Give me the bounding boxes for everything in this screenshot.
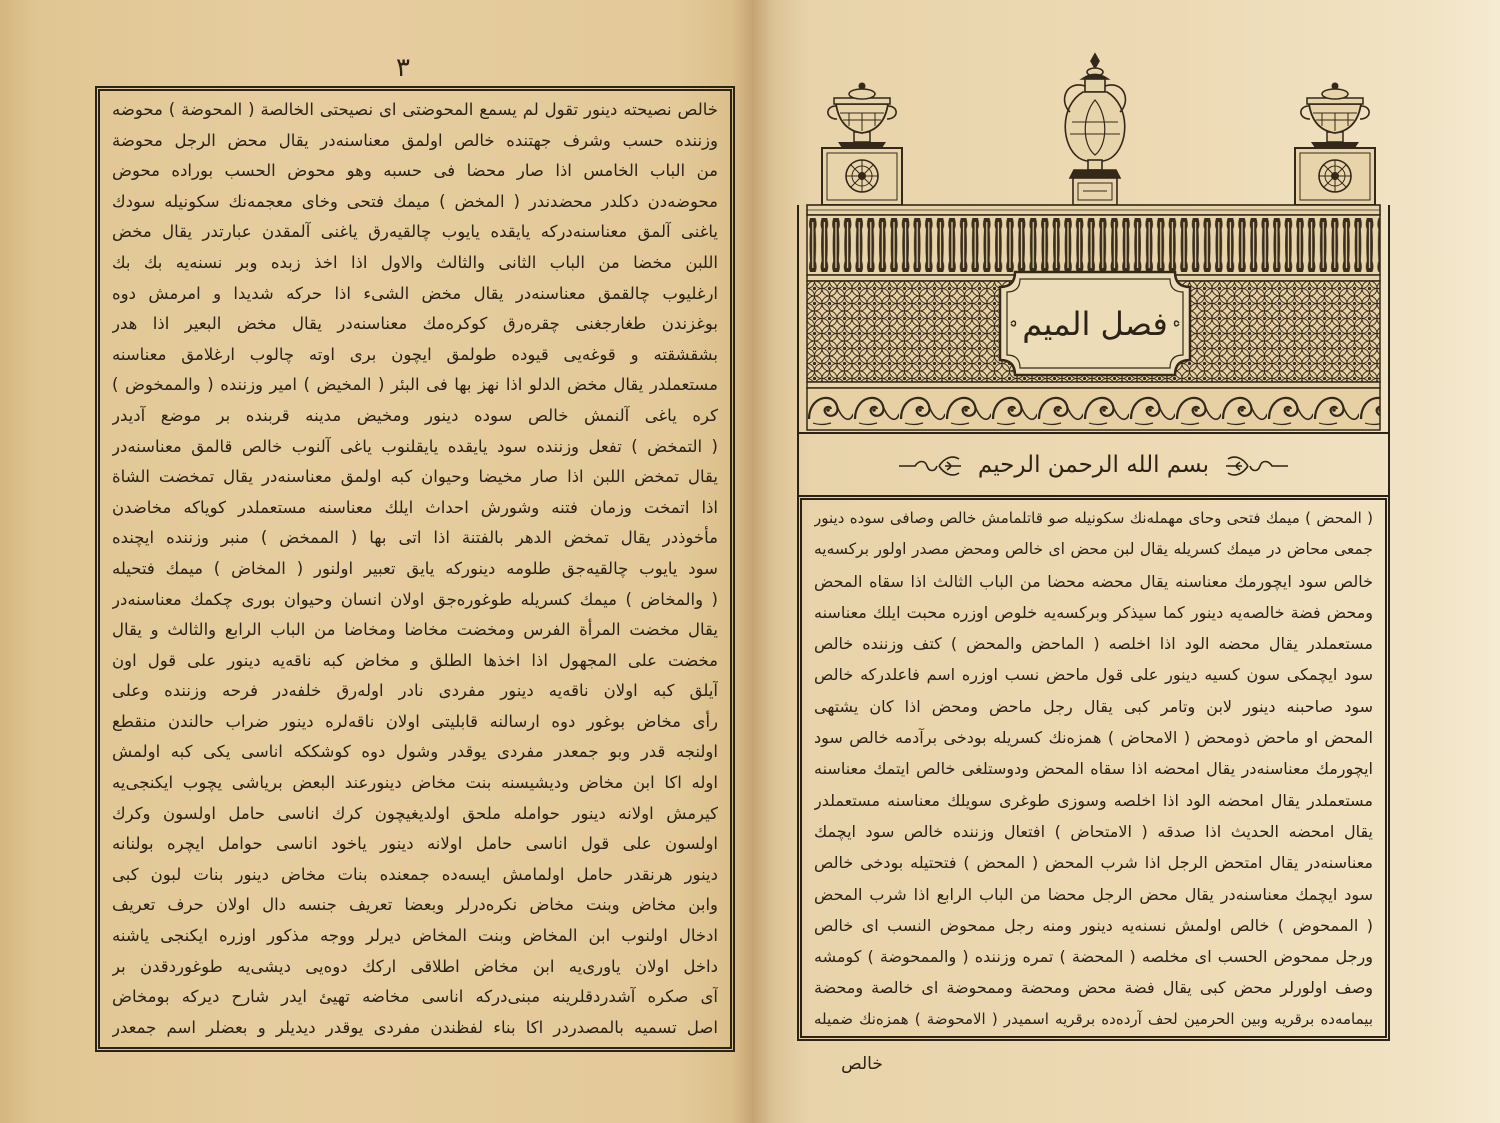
text-line: خالص نصیحته دینور تقول لم یسمع المحوضتی ای نصیحتی الخالصة ( المحوضة ) محوضه [112,100,718,119]
text-line: اذا اتمخت وزمان فتنه وشورش احداث ایلك معناسنه مستعملدر کویاکه مخاضدن [112,497,718,517]
text-line: دینور هرنقدر حامل اولمامش ایسه‌ده جمعنده بنات مخاض دینور بنات لبون کبی [112,864,718,884]
text-line: خالص سود ایچورمك معناسنه یقال محضه محضا من الباب الثالث اذا سقاه المحض [814,571,1373,591]
text-line: ارغلیوب چالقمق معناسنه‌در یقال مخض الشیء اذا حرکه شدیدا و امرمش دوه [112,283,718,303]
text-line: محوضه‌دن دکلدر محضدندر ( المخض ) میمك فتحی وخای معجمه‌نك سکونیله سودك [112,191,718,211]
text-line: سود صاحبنه دینور لابن وتامر کبی یقال رجل ماحض ومحض اذا کان یشتهی [814,696,1373,716]
balustrade-band [807,215,1380,275]
text-line: یقال امحضه الحدیث اذا صدقه ( الامتحاض ) افتعال وزننده خالص سود ایچمك [814,821,1373,841]
chapter-header-ornament [797,50,1390,435]
text-line: وابن مخاض وبنت مخاض نکره‌درلر وبعضا تعریف جنسه دال اولان حرف تعریف [112,895,718,915]
page-number: ٣ [396,53,410,83]
text-line: سود ایچمکی سون کسیه دینور علی قول ماحض نسب اوزره اسم فاعلدرکه خالص [814,665,1373,685]
text-line: مستعملدر یقال محضه الود اذا اخلصه ( الماحض والمحض ) کتف وزننده خالص [814,634,1373,654]
urn-right [1295,83,1375,206]
text-line: ( والمخاض ) میمك کسریله طوغوره‌جق اولان انسان وحیوان بوری چکمك معناسنه‌در [112,589,718,609]
text-line: کره یاغی آلنمش خالص سوده دینور ومخیض مدینه قربنده بر موضع آدیدر [112,405,718,425]
text-line: ( المحض ) میمك فتحی وحای مهمله‌نك سکونیله صو قاتلمامش خالص وصافی سوده دینور [814,509,1373,527]
right-text-frame [797,495,1390,1041]
text-line: ایچورمك معناسنه‌در یقال امحضه اذا سقاه المحض ودوستلغی خالص ایتمك معناسنه [814,759,1373,779]
right-text-block [814,503,1373,1035]
text-line: ( التمخض ) تفعل وزننده سود یایقده یایقلنوب یاغی آلنوب خالص قالمق معناسنه‌در [112,436,718,456]
left-text-frame [95,86,735,1052]
urn-left [822,83,902,206]
text-line: جمعی محاض در میمك کسریله یقال لبن محض ای خالص ومحض مصدر اولور برکسه‌یه [814,540,1373,559]
basmala: بسم الله الرحمن الرحیم [977,452,1210,478]
text-line: یقال مخضت المرأة الفرس ومخضت مخاضا ومخاضا من الباب الرابع والثالث و یقال [112,620,718,640]
text-line: بوغزندن طغارجغنی چقره‌رق کوکره‌مك معناسنه‌در یقال مخض البعیر اذا هدر [112,314,718,334]
section-title: فصل المیم [1022,304,1168,343]
text-line: رأی مخاض بوغور دوه ارسالنه قابلیتی اولان ناقه‌لره دینور ضراب حالندن منقطع [112,711,718,731]
text-line: وزننده حسب وشرف جهتنده خالص اولمق معناسنه‌در یقال محض الرجل محوضة [112,130,718,150]
text-line: مستعملدر یقال مخض الدلو اذا نهز بها فی البئر ( المخیض ) امیر وزننده ( والممخوض ) [112,375,718,395]
text-line: اولنجه قدر وبو جمعدر مفردی یوقدر وشول دوه کوشککه اناسی یکی کبه اولمش [112,742,718,762]
text-line: ومحض فضة خالصه‌یه دینور کما سیذکر وبرکسه‌یه خلوص اوزره محبت ایلك معناسنه [814,602,1373,622]
text-line: ( الممحوض ) خالص اولمش نسنه‌یه دینور ومنه رجل ممحوض النسب ای خالص [814,915,1373,935]
text-line: اصل تسمیه بالمصدردر اکا بناء لفظندن مفردی یوقدر دیدیلر و بعضلر اسم جمعدر [112,1017,718,1037]
text-line: مستعملدر یقال امحضه الود اذا اخلصه وسوزی طوغری سویلك معناسنه مستعملدر [814,790,1373,810]
text-line: مخضت علی المجهول اذا اخذها الطلق و مخاض کبه ناقه‌یه دینور علی قول اون [112,650,718,670]
text-line: داخل اولان یاوری‌یه ابن مخاض اطلاقی ارکك دوه‌یی دیشی‌یه طوغوردقدن بر [112,956,718,976]
text-line: سود ایچمك معناسنه‌در یقال محض الرجل محضا من الباب الرابع اذا شرب المحض [814,884,1373,904]
text-line: بشقشقته و قوغه‌یی قیوده طولمق ایچون بری اوته چالوب ارغلامق معناسنه [112,344,718,364]
text-line: اوله اکا ابن مخاض ودیشیسنه بنت مخاض دینورعند البعض بریاشی یچوب ایکنجی‌یه [112,773,718,793]
text-line: آیلق کبه اولان ناقه‌یه دینور مفردی نادر اوله‌رق خلفه‌در فرحه وزننده وعلی [112,681,718,701]
text-line: مأخوذدر یقال تمخض الدهر بالفتنة اذا اتی بها ( الممخض ) منبر وزننده ایچنده [112,528,718,548]
text-line: اللبن مخضا من الباب الثانی والثالث والاول اذا اخذ زبده وبر نسنه‌یه بك بك [112,252,718,272]
text-line: یاغنی آلمق معناسنه‌درکه یایقده یایوب چالقیه‌رق یاغنی آلمقدن عبارتدر یقال مخض [112,222,718,242]
text-line: آی صکره آشدردقلرینه مبنی‌درکه اناسی مخاضه تهیئ ایدر شارح دیرکه بومخاض [112,987,718,1007]
text-line: وصف اولورلر محض کبی یقال فضة محض ومحضة وممحوضة ای خالصة ومحضة [814,978,1373,998]
lower-rail [807,382,1380,388]
catchword: خالص [841,1054,883,1074]
text-line: ورجل ممحوض الحسب ای مخلصه ( المحضة ) تمره وزننده ( والممحوضة ) کومشه [814,947,1373,967]
scroll-band [807,388,1380,430]
text-line: من الباب الخامس اذا صار محضا فی حسبه وهو محوض الحسب بوراده محوض [112,161,718,181]
text-line: سود یایوب چالقیه‌جق طلومه دینورکه یایق تعبیر اولنور ( المخاض ) میمك فتحیله [112,558,718,578]
left-text-block [112,95,718,1043]
text-line: المحض او ماحض ذومحض ( الامحاض ) همزه‌نك کسریله بودخی برآدمه خالص سود [814,728,1373,748]
top-rail [807,205,1380,215]
urn-center [1065,54,1126,205]
text-line: ادخال اولنوب ابن المخاض وبنت المخاض دیرلر ووجه مذکور اوزره ایکنجی یاشنه [112,926,718,946]
text-line: معناسنه‌در یقال امتحض الرجل اذا شرب المحض ( المحض ) فتحتیله بودخی خالص [814,853,1373,873]
text-line: کیرمش اولانه دینور حوامله ملحق اولدیغیچون کرك اناسی حامل اولسون وکرك [112,803,718,823]
basmala-row [797,440,1390,490]
text-line: اولسون علی قول اناسی حامل اولانه دینور یاخود اناسی حوامل ایچره بولنانه [112,834,718,854]
text-line: بیمامه‌ده برقریه وبین الحرمین لحف آرده‌ده برقریه اسمیدر ( الامحوضة ) همزه‌نك ضمیله [814,1009,1373,1028]
text-line: یقال تمخض اللبن اذا صار مخیضا وحیوان کبه اولمق معناسنه‌در یقال تمخضت الشاة [112,467,718,487]
